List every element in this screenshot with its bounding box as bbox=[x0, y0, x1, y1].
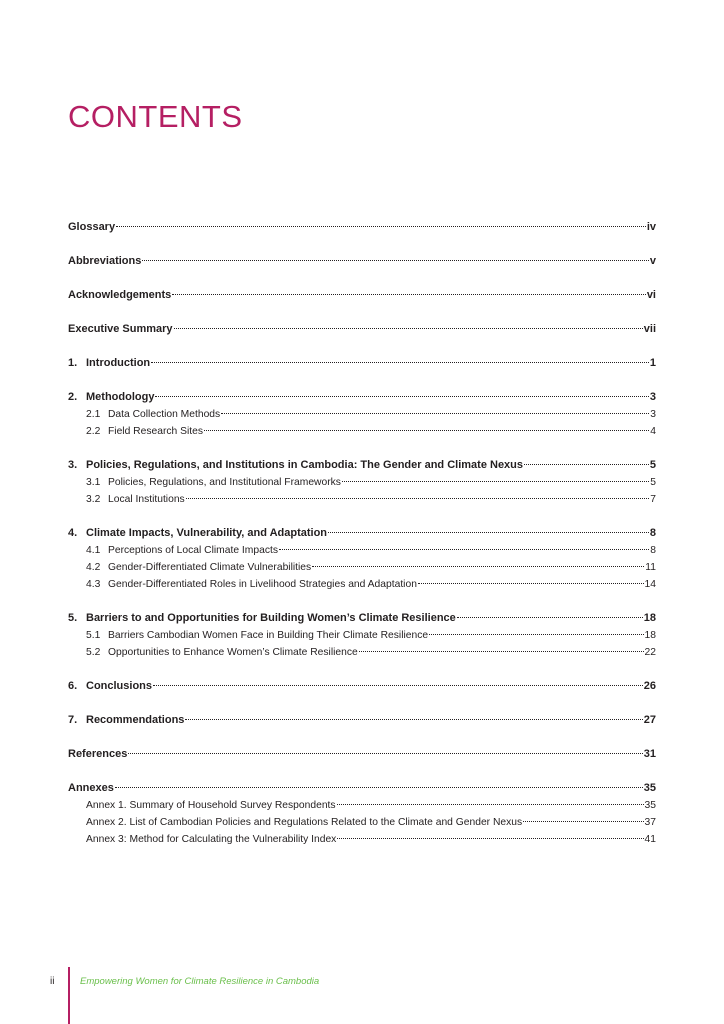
dot-leader bbox=[312, 566, 644, 567]
toc-entry-policies[interactable] bbox=[68, 457, 656, 474]
dot-leader bbox=[204, 430, 649, 431]
dot-leader bbox=[279, 549, 649, 550]
toc-subentry[interactable] bbox=[68, 423, 656, 440]
toc-entry-page: 1 bbox=[649, 357, 656, 369]
toc-entry-text: Executive Summary bbox=[68, 323, 173, 335]
toc-entry-text: Barriers to and Opportunities for Building Women’s Climate Resilience bbox=[86, 612, 456, 624]
toc-entry-text: Barriers Cambodian Women Face in Building Their Climate Resilience bbox=[108, 630, 429, 641]
toc-entry-text: Gender-Differentiated Climate Vulnerabilities bbox=[108, 562, 312, 573]
toc-entry-text: Abbreviations bbox=[68, 255, 142, 267]
dot-leader bbox=[172, 294, 646, 295]
toc-subentry[interactable] bbox=[68, 491, 656, 508]
toc-entry-barriers[interactable] bbox=[68, 610, 656, 627]
toc-entry-text: Perceptions of Local Climate Impacts bbox=[108, 545, 278, 556]
dot-leader bbox=[142, 260, 649, 261]
toc-entry-number: 2. bbox=[68, 391, 78, 403]
toc-entry-references[interactable] bbox=[68, 746, 656, 763]
toc-entry-climate-impacts[interactable] bbox=[68, 525, 656, 542]
toc-entry-text: Acknowledgements bbox=[68, 289, 172, 301]
dot-leader bbox=[153, 685, 643, 686]
toc-entry-number: 5.1 bbox=[86, 630, 101, 641]
toc-entry-number: 7. bbox=[68, 714, 78, 726]
dot-leader bbox=[523, 821, 643, 822]
dot-leader bbox=[174, 328, 643, 329]
toc-entry-acknowledgements[interactable] bbox=[68, 287, 656, 304]
toc-subentry[interactable] bbox=[68, 474, 656, 491]
toc-entry-page: 4 bbox=[650, 426, 656, 437]
toc-entry-text: Annex 2. List of Cambodian Policies and Regulations Related to the Climate and Gender Nexus bbox=[86, 817, 523, 828]
toc-entry-abbreviations[interactable] bbox=[68, 253, 656, 270]
toc-entry-page: vi bbox=[646, 289, 656, 301]
toc-entry-number: 2.2 bbox=[86, 426, 101, 437]
toc-entry-number: 6. bbox=[68, 680, 78, 692]
page-title: CONTENTS bbox=[68, 99, 243, 134]
dot-leader bbox=[342, 481, 649, 482]
toc-entry-recommendations[interactable] bbox=[68, 712, 656, 729]
toc-entry-page: 8 bbox=[649, 527, 656, 539]
toc-entry-text: Gender-Differentiated Roles in Livelihood Strategies and Adaptation bbox=[108, 579, 417, 590]
footer-page-number: ii bbox=[50, 976, 55, 987]
toc-entry-page: 18 bbox=[644, 630, 656, 641]
toc-entry-page: 26 bbox=[643, 680, 656, 692]
toc-entry-number: 3.1 bbox=[86, 477, 101, 488]
toc-entry-text: Annexes bbox=[68, 782, 114, 794]
toc-entry-text: Policies, Regulations, and Institutional Frameworks bbox=[108, 477, 341, 488]
toc-subentry[interactable] bbox=[68, 797, 656, 814]
toc-entry-methodology[interactable] bbox=[68, 389, 656, 406]
toc-entry-page: 3 bbox=[649, 391, 656, 403]
dot-leader bbox=[418, 583, 644, 584]
toc-entry-page: 14 bbox=[644, 579, 656, 590]
toc-entry-conclusions[interactable] bbox=[68, 678, 656, 695]
toc-entry-text: Climate Impacts, Vulnerability, and Adaptation bbox=[86, 527, 328, 539]
toc-entry-number: 5. bbox=[68, 612, 78, 624]
toc-entry-page: 31 bbox=[643, 748, 656, 760]
toc-entry-annexes[interactable] bbox=[68, 780, 656, 797]
toc-entry-page: 41 bbox=[644, 834, 656, 845]
toc-entry-text: Introduction bbox=[86, 357, 151, 369]
toc-entry-number: 2.1 bbox=[86, 409, 101, 420]
toc-subentry[interactable] bbox=[68, 576, 656, 593]
dot-leader bbox=[429, 634, 643, 635]
toc-subentry[interactable] bbox=[68, 814, 656, 831]
dot-leader bbox=[155, 396, 648, 397]
toc-entry-number: 4. bbox=[68, 527, 78, 539]
toc-entry-text: Annex 1. Summary of Household Survey Respondents bbox=[86, 800, 336, 811]
dot-leader bbox=[128, 753, 642, 754]
toc-subentry[interactable] bbox=[68, 559, 656, 576]
toc-entry-number: 1. bbox=[68, 357, 78, 369]
toc-entry-number: 5.2 bbox=[86, 647, 101, 658]
toc-entry-text: Annex 3: Method for Calculating the Vulnerability Index bbox=[86, 834, 337, 845]
toc-entry-text: Local Institutions bbox=[108, 494, 185, 505]
toc-subentry[interactable] bbox=[68, 644, 656, 661]
toc-entry-text: Field Research Sites bbox=[108, 426, 203, 437]
toc-entry-page: 11 bbox=[645, 562, 656, 573]
toc-entry-introduction[interactable] bbox=[68, 355, 656, 372]
toc-entry-page: 37 bbox=[644, 817, 656, 828]
toc-entry-text: Data Collection Methods bbox=[108, 409, 221, 420]
toc-entry-page: 35 bbox=[644, 800, 656, 811]
toc-entry-page: iv bbox=[646, 221, 656, 233]
toc-entry-text: Recommendations bbox=[86, 714, 185, 726]
dot-leader bbox=[457, 617, 643, 618]
toc-entry-executive-summary[interactable] bbox=[68, 321, 656, 338]
toc-entry-text: Policies, Regulations, and Institutions in Cambodia: The Gender and Climate Nexus bbox=[86, 459, 524, 471]
dot-leader bbox=[221, 413, 649, 414]
toc-entry-text: Opportunities to Enhance Women’s Climate Resilience bbox=[108, 647, 358, 658]
toc-entry-page: 5 bbox=[649, 459, 656, 471]
dot-leader bbox=[337, 838, 643, 839]
toc-entry-page: 3 bbox=[650, 409, 656, 420]
toc-entry-page: 18 bbox=[643, 612, 656, 624]
toc-entry-text: Glossary bbox=[68, 221, 116, 233]
toc-entry-page: 22 bbox=[644, 647, 656, 658]
footer-report-title: Empowering Women for Climate Resilience in Cambodia bbox=[80, 976, 320, 987]
toc-subentry[interactable] bbox=[68, 831, 656, 848]
dot-leader bbox=[116, 226, 646, 227]
dot-leader bbox=[115, 787, 643, 788]
toc-entry-number: 4.1 bbox=[86, 545, 101, 556]
dot-leader bbox=[337, 804, 644, 805]
toc-entry-number: 3. bbox=[68, 459, 78, 471]
toc-entry-page: 7 bbox=[650, 494, 656, 505]
toc-entry-glossary[interactable] bbox=[68, 219, 656, 236]
toc-entry-page: 27 bbox=[643, 714, 656, 726]
toc-entry-number: 3.2 bbox=[86, 494, 101, 505]
toc-subentry[interactable] bbox=[68, 627, 656, 644]
dot-leader bbox=[151, 362, 649, 363]
toc-entry-page: vii bbox=[643, 323, 656, 335]
dot-leader bbox=[185, 719, 642, 720]
toc-entry-number: 4.2 bbox=[86, 562, 101, 573]
toc-entry-page: 35 bbox=[643, 782, 656, 794]
toc-entry-page: 5 bbox=[650, 477, 656, 488]
table-of-contents bbox=[68, 219, 656, 848]
toc-subentry[interactable] bbox=[68, 406, 656, 423]
toc-entry-number: 4.3 bbox=[86, 579, 101, 590]
toc-entry-text: References bbox=[68, 748, 128, 760]
dot-leader bbox=[186, 498, 650, 499]
dot-leader bbox=[359, 651, 644, 652]
dot-leader bbox=[328, 532, 649, 533]
toc-entry-text: Conclusions bbox=[86, 680, 153, 692]
toc-entry-page: v bbox=[649, 255, 656, 267]
footer-divider bbox=[68, 967, 70, 1024]
toc-entry-page: 8 bbox=[650, 545, 656, 556]
toc-entry-text: Methodology bbox=[86, 391, 155, 403]
dot-leader bbox=[524, 464, 649, 465]
toc-subentry[interactable] bbox=[68, 542, 656, 559]
